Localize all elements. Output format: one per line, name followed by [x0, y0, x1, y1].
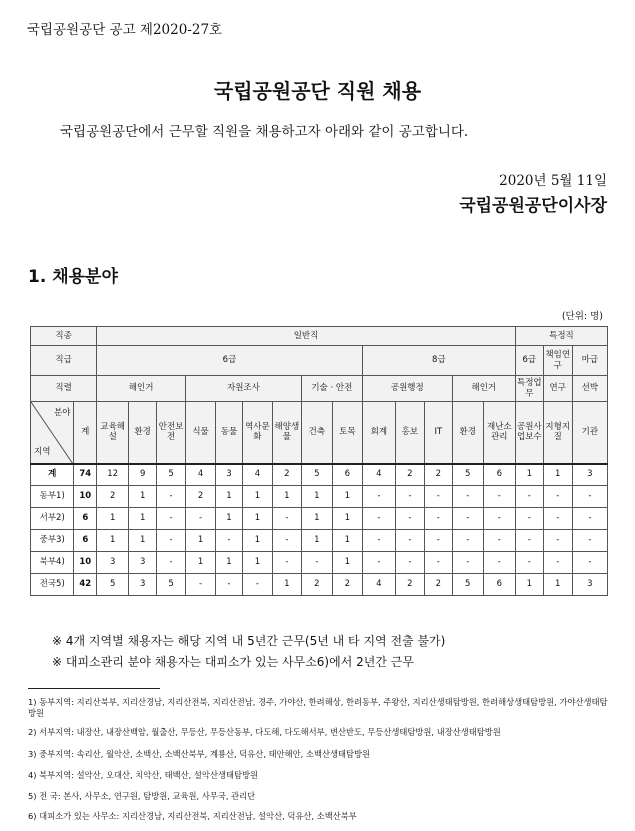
- corner-jiyeok-label: 지역: [34, 446, 51, 457]
- value-cell: 1: [301, 530, 332, 552]
- value-cell: 5: [452, 574, 483, 596]
- value-cell: -: [157, 552, 186, 574]
- region-cell: 전국5): [31, 574, 74, 596]
- value-cell: -: [186, 508, 216, 530]
- page-title: 국립공원공단 직원 채용: [213, 79, 422, 103]
- sub-ship: 선박: [572, 376, 607, 402]
- value-cell: 1: [129, 508, 157, 530]
- header-grade6-special: 6급: [515, 346, 543, 376]
- value-cell: -: [272, 552, 301, 574]
- issuer-name: 국립공원공단이사장: [459, 196, 607, 216]
- total-cell: 74: [74, 464, 97, 486]
- value-cell: -: [515, 486, 543, 508]
- value-cell: -: [543, 530, 572, 552]
- value-cell: -: [362, 486, 395, 508]
- table-row: [31, 552, 608, 574]
- value-cell: 1: [97, 508, 129, 530]
- value-cell: -: [483, 530, 515, 552]
- value-cell: 2: [424, 574, 452, 596]
- value-cell: 1: [332, 508, 362, 530]
- value-cell: 1: [332, 552, 362, 574]
- value-cell: -: [483, 552, 515, 574]
- value-cell: 2: [424, 464, 452, 486]
- value-cell: -: [362, 508, 395, 530]
- field-header: 홍보: [395, 402, 424, 464]
- value-cell: 3: [129, 552, 157, 574]
- header-jikjong: 직종: [31, 327, 97, 346]
- header-total: 계: [74, 402, 97, 464]
- value-cell: -: [216, 574, 243, 596]
- value-cell: -: [483, 508, 515, 530]
- footnote-5: 5) 전 국: 본사, 사무소, 연구원, 탐방원, 교육원, 사무국, 관리단: [28, 791, 256, 801]
- value-cell: -: [572, 486, 607, 508]
- value-cell: 6: [483, 574, 515, 596]
- note-1: ※ 4개 지역별 채용자는 해당 지역 내 5년간 근무(5년 내 타 지역 전출 불가): [52, 634, 446, 648]
- value-cell: 1: [515, 464, 543, 486]
- field-header: 교육해설: [97, 402, 129, 464]
- value-cell: 1: [186, 530, 216, 552]
- value-cell: -: [452, 508, 483, 530]
- value-cell: 4: [362, 464, 395, 486]
- value-cell: 5: [157, 464, 186, 486]
- value-cell: 1: [332, 530, 362, 552]
- total-cell: 6: [74, 508, 97, 530]
- value-cell: 1: [97, 530, 129, 552]
- field-header: 회계: [362, 402, 395, 464]
- header-jakryeol: 직렬: [31, 376, 97, 402]
- table-row: [31, 486, 608, 508]
- value-cell: 3: [216, 464, 243, 486]
- header-other-grade: 마급: [572, 346, 607, 376]
- value-cell: 1: [272, 486, 301, 508]
- value-cell: -: [572, 508, 607, 530]
- value-cell: 9: [129, 464, 157, 486]
- value-cell: -: [272, 508, 301, 530]
- value-cell: 6: [332, 464, 362, 486]
- intro-text: 국립공원공단에서 근무할 직원을 채용하고자 아래와 같이 공고합니다.: [60, 124, 469, 140]
- value-cell: 3: [97, 552, 129, 574]
- field-header: 건축: [301, 402, 332, 464]
- header-jikgeup: 직급: [31, 346, 97, 376]
- value-cell: -: [572, 552, 607, 574]
- value-cell: 6: [483, 464, 515, 486]
- value-cell: 2: [395, 574, 424, 596]
- value-cell: -: [301, 552, 332, 574]
- notice-date: 2020년 5월 11일: [499, 173, 607, 189]
- value-cell: 1: [242, 486, 272, 508]
- region-cell: 계: [31, 464, 74, 486]
- value-cell: 1: [216, 486, 243, 508]
- value-cell: 2: [186, 486, 216, 508]
- value-cell: -: [157, 508, 186, 530]
- value-cell: 1: [216, 552, 243, 574]
- section-heading: 1. 채용분야: [28, 267, 118, 287]
- recruitment-table: [30, 326, 608, 596]
- sub-jawon: 자원조사: [186, 376, 302, 402]
- field-header: 공원사업보수: [515, 402, 543, 464]
- footnote-2: 2) 서부지역: 내장산, 내장산백암, 월출산, 무등산, 무등산동부, 다도해, 다도해서부, 변산반도, 무등산생태탐방원, 내장산생태탐방원: [28, 727, 501, 737]
- value-cell: -: [395, 530, 424, 552]
- header-grade6: 6급: [97, 346, 363, 376]
- value-cell: 3: [572, 574, 607, 596]
- value-cell: -: [452, 530, 483, 552]
- field-header: 지형지질: [543, 402, 572, 464]
- header-general: 일반직: [97, 327, 516, 346]
- value-cell: -: [362, 552, 395, 574]
- sub-gongwon: 공원행정: [362, 376, 452, 402]
- total-cell: 42: [74, 574, 97, 596]
- value-cell: -: [424, 530, 452, 552]
- footnote-3: 3) 중부지역: 속리산, 월악산, 소백산, 소백산북부, 계룡산, 덕유산, 태안해안, 소백산생태탐방원: [28, 749, 371, 759]
- region-cell: 중부3): [31, 530, 74, 552]
- value-cell: -: [395, 508, 424, 530]
- value-cell: 1: [272, 574, 301, 596]
- value-cell: -: [543, 552, 572, 574]
- value-cell: 4: [186, 464, 216, 486]
- total-cell: 10: [74, 486, 97, 508]
- table-row: [31, 530, 608, 552]
- sub-special: 특정업무: [515, 376, 543, 402]
- value-cell: 1: [242, 508, 272, 530]
- value-cell: -: [515, 530, 543, 552]
- header-corner: [31, 402, 74, 464]
- note-2: ※ 대피소관리 분야 채용자는 대피소가 있는 사무소6)에서 2년간 근무: [52, 655, 414, 669]
- value-cell: -: [572, 530, 607, 552]
- field-header: 환경: [129, 402, 157, 464]
- value-cell: 1: [242, 530, 272, 552]
- footnote-4: 4) 북부지역: 설악산, 오대산, 치악산, 태백산, 설악산생태탐방원: [28, 770, 259, 780]
- value-cell: -: [483, 486, 515, 508]
- header-contract: 책임연구: [543, 346, 572, 376]
- field-header: 동물: [216, 402, 243, 464]
- field-header: 해양생물: [272, 402, 301, 464]
- field-header: 식물: [186, 402, 216, 464]
- sub-research: 연구: [543, 376, 572, 402]
- value-cell: -: [424, 486, 452, 508]
- value-cell: 5: [452, 464, 483, 486]
- value-cell: -: [272, 530, 301, 552]
- value-cell: 1: [186, 552, 216, 574]
- value-cell: 12: [97, 464, 129, 486]
- value-cell: -: [395, 486, 424, 508]
- footnote-6: 6) 대피소가 있는 사무소: 지리산경남, 지리산전북, 지리산전남, 설악산, 덕유산, 소백산북부: [28, 811, 357, 821]
- value-cell: -: [186, 574, 216, 596]
- value-cell: 3: [129, 574, 157, 596]
- value-cell: 1: [543, 574, 572, 596]
- field-header: 역사문화: [242, 402, 272, 464]
- value-cell: 4: [242, 464, 272, 486]
- value-cell: -: [515, 508, 543, 530]
- field-header: 환경: [452, 402, 483, 464]
- value-cell: 4: [362, 574, 395, 596]
- value-cell: 1: [543, 464, 572, 486]
- value-cell: -: [543, 508, 572, 530]
- value-cell: -: [157, 530, 186, 552]
- value-cell: 2: [395, 464, 424, 486]
- value-cell: 1: [216, 508, 243, 530]
- header-special: 특정직: [515, 327, 607, 346]
- value-cell: 1: [515, 574, 543, 596]
- table-row: [31, 464, 608, 486]
- total-cell: 6: [74, 530, 97, 552]
- value-cell: 2: [332, 574, 362, 596]
- value-cell: 2: [301, 574, 332, 596]
- value-cell: -: [242, 574, 272, 596]
- field-header: 안전보전: [157, 402, 186, 464]
- value-cell: 2: [97, 486, 129, 508]
- header-grade8: 8급: [362, 346, 515, 376]
- value-cell: -: [543, 486, 572, 508]
- unit-label: (단위: 명): [561, 311, 603, 322]
- field-header: 토목: [332, 402, 362, 464]
- value-cell: -: [157, 486, 186, 508]
- value-cell: 2: [272, 464, 301, 486]
- sub-haein2: 해인거: [452, 376, 515, 402]
- value-cell: -: [362, 530, 395, 552]
- table-row: [31, 574, 608, 596]
- footnote-divider: [28, 688, 160, 689]
- sub-gisul: 기술 · 안전: [301, 376, 362, 402]
- region-cell: 서부2): [31, 508, 74, 530]
- value-cell: -: [216, 530, 243, 552]
- region-cell: 북부4): [31, 552, 74, 574]
- sub-haein: 해인거: [97, 376, 186, 402]
- value-cell: 3: [572, 464, 607, 486]
- total-cell: 10: [74, 552, 97, 574]
- corner-bunya-label: 분야: [53, 408, 71, 418]
- value-cell: -: [515, 552, 543, 574]
- value-cell: -: [452, 552, 483, 574]
- value-cell: 1: [129, 530, 157, 552]
- value-cell: -: [424, 508, 452, 530]
- field-header: 재난소관리: [483, 402, 515, 464]
- value-cell: 1: [301, 508, 332, 530]
- table-row: [31, 508, 608, 530]
- value-cell: 1: [332, 486, 362, 508]
- region-cell: 동부1): [31, 486, 74, 508]
- value-cell: 5: [97, 574, 129, 596]
- value-cell: -: [452, 486, 483, 508]
- footnote-1: 1) 동부지역: 지리산북부, 지리산경남, 지리산전북, 지리산전남, 경주, 가야산, 한려해상, 한려동부, 주왕산, 지리산생태탐방원, 한려해상생태탐방원, 가야산생태탐방원: [28, 697, 608, 719]
- value-cell: -: [424, 552, 452, 574]
- value-cell: -: [395, 552, 424, 574]
- value-cell: 1: [129, 486, 157, 508]
- value-cell: 5: [157, 574, 186, 596]
- value-cell: 1: [301, 486, 332, 508]
- notice-number: 국립공원공단 공고 제2020-27호: [27, 22, 223, 38]
- value-cell: 1: [242, 552, 272, 574]
- field-header: IT: [424, 402, 452, 464]
- field-header: 기관: [572, 402, 607, 464]
- value-cell: 5: [301, 464, 332, 486]
